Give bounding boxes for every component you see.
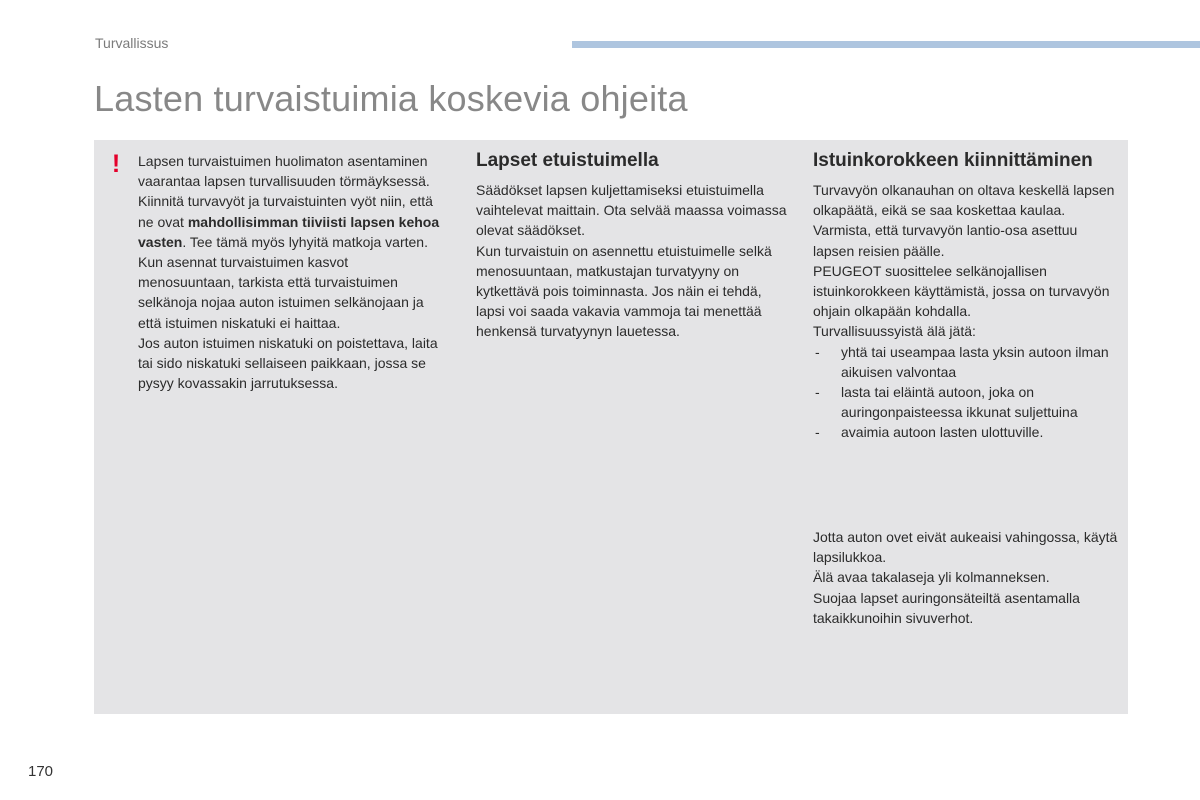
notes-block <box>813 527 1118 628</box>
warning-paragraph: Jos auton istuimen niskatuki on poistettava, laita tai sido niskatuki sellaiseen paikkaan, jossa se pysyy kovassakin jarrutuksessa. <box>138 334 438 392</box>
booster-paragraph: Turvallisuussyistä älä jätä: <box>813 323 976 340</box>
list-item: - lasta tai eläintä autoon, joka on auringonpaisteessa ikkunat suljettuina <box>813 382 1118 422</box>
warning-paragraph: Kun asennat turvaistuimen kasvot menosuuntaan, tarkista että turvaistuimen selkänoja nojaa auton istuimen selkänojaan ja että istuimen niskatuki ei haittaa. <box>138 254 424 331</box>
page-title: Lasten turvaistuimia koskevia ohjeita <box>94 78 688 119</box>
page-number: 170 <box>28 763 54 780</box>
booster-column <box>813 148 1118 443</box>
booster-heading: Istuinkorokkeen kiinnittäminen <box>813 150 1093 171</box>
warning-text: . Tee tämä myös lyhyitä matkoja varten. <box>182 233 428 250</box>
booster-paragraph: Varmista, että turvavyön lantio-osa asettuu lapsen reisien päälle. <box>813 222 1078 259</box>
warning-emphasis: mahdollisimman tiiviisti lapsen kehoa vasten <box>138 213 440 250</box>
front-seat-paragraph: Kun turvaistuin on asennettu etuistuimelle selkä menosuuntaan, matkustajan turvatyyny on kytkettävä pois toiminnasta. Jos näin ei tehdä, lapsi voi saada vakavia vammoja tai menettää henkensä turvatyynyn lauetessa. <box>476 242 772 340</box>
front-seat-column <box>476 148 791 342</box>
list-item: - yhtä tai useampaa lasta yksin autoon ilman aikuisen valvontaa <box>813 342 1118 382</box>
booster-paragraph: Turvavyön olkanauhan on oltava keskellä lapsen olkapäätä, eikä se saa koskettaa kaulaa. <box>813 182 1115 219</box>
section-label: Turvallissus <box>95 35 169 51</box>
warning-paragraph <box>138 191 443 252</box>
booster-list <box>813 342 1118 443</box>
front-seat-paragraph: Säädökset lapsen kuljettamiseksi etuistuimella vaihtelevat maittain. Ota selvää maassa voimassa olevat säädökset. <box>476 182 787 239</box>
warning-icon: ! <box>111 150 121 178</box>
booster-paragraph: PEUGEOT suosittelee selkänojallisen istuinkorokkeen käyttämistä, jossa on turvavyön ohjain olkapään kohdalla. <box>813 262 1110 320</box>
notes-paragraph: Jotta auton ovet eivät aukeaisi vahingossa, käytä lapsilukkoa. <box>813 529 1118 566</box>
warning-paragraph: Lapsen turvaistuimen huolimaton asentaminen vaarantaa lapsen turvallisuuden törmäyksessä. <box>138 153 430 190</box>
warning-column <box>138 151 443 393</box>
front-seat-heading: Lapset etuistuimella <box>476 150 659 171</box>
notes-paragraph: Suojaa lapset auringonsäteiltä asentamalla takaikkunoihin sivuverhot. <box>813 589 1080 626</box>
list-item: - avaimia autoon lasten ulottuville. <box>813 422 1118 442</box>
notes-paragraph: Älä avaa takalaseja yli kolmanneksen. <box>813 569 1050 586</box>
warning-text: Kiinnitä turvavyöt ja turvaistuinten vyöt niin, että ne ovat <box>138 193 433 230</box>
section-accent-bar <box>572 41 1200 48</box>
